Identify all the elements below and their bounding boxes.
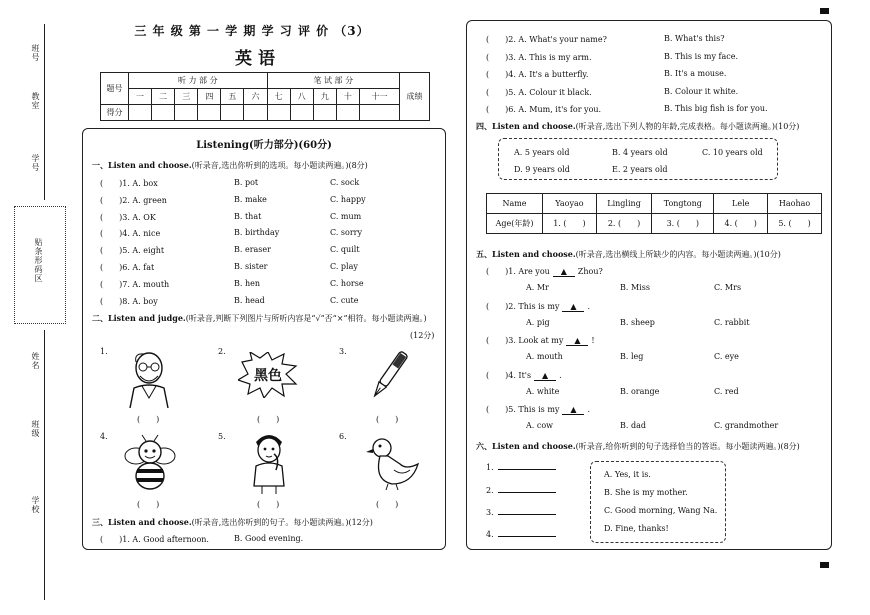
score-col: 十一 [359,89,399,105]
score-col: 十 [336,89,359,105]
pic-number: 5. [218,432,226,441]
age-table-header: Name [487,194,543,214]
score-col: 六 [244,89,267,105]
age-table-name: Lingling [596,194,651,214]
s1-item-option-c: C. mum [330,211,362,221]
answer-option: C. Good morning, Wang Na. [604,506,718,515]
score-label-tihao: 题号 [101,73,129,105]
s1-item-question[interactable]: ( )6. A. fat [100,263,155,272]
pic-number: 1. [100,347,108,356]
subject-title: 英 语 [235,49,275,69]
pen-icon [368,346,408,406]
s5-item-question[interactable]: ( )4. It's ▲ . [486,370,562,380]
score-label-defen: 得分 [101,105,129,121]
age-option: E. 2 years old [612,165,668,174]
age-table-name: Tongtong [652,194,714,214]
side-label-class: 班级 [31,420,40,438]
s5-item-question[interactable]: ( )1. Are you ▲ Zhou? [486,267,603,276]
s3-item-question[interactable]: ( )2. A. What's your name? [486,35,607,44]
s5-option-a: A. cow [526,421,554,431]
section4-heading: 四、Listen and choose.(听录音,选出下列人物的年龄,完成表格。每小题读两遍。)(10分) [476,121,800,131]
age-option: D. 9 years old [514,165,570,174]
age-answer-cell[interactable]: 2. ( ) [596,214,651,234]
s1-item-option-b: B. hen [234,278,261,288]
bee-icon [122,434,178,492]
s6-blank[interactable]: 3. [486,508,556,517]
s1-item-option-c: C. sorry [330,228,363,238]
blank-marker: ▲ [553,267,575,277]
score-col: 九 [313,89,336,105]
written-part-label: 笔 试 部 分 [267,73,399,89]
s1-item-question[interactable]: ( )2. A. green [100,195,167,205]
s1-item-question[interactable]: ( )4. A. nice [100,229,161,239]
side-label-jiaoshi: 教室 [31,92,40,110]
s5-option-c: C. red [714,386,739,396]
side-label-banhao: 班号 [31,44,40,62]
answer-option: D. Fine, thanks! [604,524,669,533]
score-cell[interactable] [244,105,267,121]
boy-icon [244,430,294,494]
s1-item-question[interactable]: ( )1. A. box [100,179,158,188]
pic-number: 6. [339,432,347,441]
pic-answer-paren[interactable]: ( ) [137,500,160,509]
s5-option-a: A. white [526,386,560,396]
s1-item-option-c: C. happy [330,194,366,204]
section2-heading: 二、Listen and judge.(听录音,判断下列图片与所听内容是“√”否“×”相符。每小题读两遍。) [92,313,427,323]
s3-item-question[interactable]: ( )3. A. This is my arm. [486,52,592,62]
s5-option-b: B. leg [620,352,644,362]
score-cell[interactable] [336,105,359,121]
s5-option-b: B. Miss [620,283,650,292]
s5-option-b: B. dad [620,421,646,431]
section3-heading: 三、Listen and choose.(听录音,选出你听到的句子。每小题读两遍。)(12分) [92,517,373,527]
age-option: B. 4 years old [612,148,668,157]
answer-option: A. Yes, it is. [604,470,651,479]
score-col: 二 [152,89,175,105]
age-table-name: Lele [714,194,768,214]
s3-item-option-b: B. This is my face. [664,51,739,61]
s3-item-question[interactable]: ( )6. A. Mum, it's for you. [486,105,602,115]
s1-item-question[interactable]: ( )7. A. mouth [100,279,170,289]
s1-item-option-c: C. sock [330,178,360,187]
s6-blank[interactable]: 2. [486,486,556,495]
age-answer-cell[interactable]: 4. ( ) [714,214,768,234]
s5-option-b: B. sheep [620,317,655,327]
s5-option-a: A. Mr [526,283,549,292]
binding-line [44,24,45,200]
binding-line [44,330,45,600]
side-label-barcode: 贴条形码区 [34,238,43,283]
s6-blank[interactable]: 4. [486,530,556,539]
s3-item-question[interactable]: ( )1. A. Good afternoon. [100,535,209,544]
s5-item-question[interactable]: ( )2. This is my ▲ . [486,301,590,311]
pic-number: 2. [218,347,226,356]
s1-item-option-b: B. that [234,211,262,221]
s5-option-c: C. eye [714,352,739,362]
corner-mark [820,562,829,568]
score-col: 七 [267,89,290,105]
s1-item-option-c: C. play [330,262,358,271]
score-cell[interactable] [267,105,290,121]
score-col: 四 [198,89,221,105]
black-text: 黑色 [254,368,282,384]
pic-answer-paren[interactable]: ( ) [257,500,280,509]
pic-number: 4. [100,432,108,441]
s1-item-question[interactable]: ( )8. A. boy [100,296,158,306]
blank-marker: ▲ [534,371,556,381]
pic-answer-paren[interactable]: ( ) [137,415,160,424]
score-col: 五 [221,89,244,105]
s1-item-option-b: B. head [234,295,265,305]
age-option: C. 10 years old [702,148,763,157]
score-cell[interactable] [175,105,198,121]
age-table-name: Haohao [768,194,822,214]
corner-mark [820,8,829,14]
s5-item-question[interactable]: ( )5. This is my ▲ . [486,405,590,415]
s3-item-option-b: B. It's a mouse. [664,69,727,79]
age-table-header: Age(年龄) [487,214,543,234]
age-answer-cell[interactable]: 5. ( ) [768,214,822,234]
s1-item-option-b: B. pot [234,178,259,187]
section6-heading: 六、Listen and choose.(听录音,给你听到的句子选择恰当的答语。每小题读两遍。)(8分) [476,441,800,451]
pic-answer-paren[interactable]: ( ) [257,415,280,424]
s1-item-option-b: B. eraser [234,245,271,255]
pic-answer-paren[interactable]: ( ) [376,415,399,424]
s3-item-option-b: B. What's this? [664,34,725,43]
s1-item-option-c: C. quilt [330,245,360,255]
section5-heading: 五、Listen and choose.(听录音,选出横线上所缺少的内容。每小题读两遍。)(10分) [476,249,781,259]
pic-number: 3. [339,347,347,356]
score-cell[interactable] [198,105,221,121]
s5-option-a: A. mouth [526,352,563,362]
s5-option-a: A. pig [526,317,550,327]
age-option: A. 5 years old [514,148,570,157]
age-table-name: Yaoyao [543,194,597,214]
age-answer-cell[interactable]: 1. ( ) [543,214,597,234]
score-col: 八 [290,89,313,105]
s5-option-c: C. grandmother [714,421,779,431]
s1-item-option-b: B. sister [234,262,268,271]
listening-part-label: 听 力 部 分 [129,73,268,89]
score-cell[interactable] [313,105,336,121]
side-label-name: 姓名 [31,352,40,370]
duck-icon [366,434,420,492]
score-cell[interactable] [221,105,244,121]
grandpa-icon [124,348,174,408]
pic-answer-paren[interactable]: ( ) [376,500,399,509]
age-answer-cell[interactable]: 3. ( ) [652,214,714,234]
section2-points: (12分) [410,331,435,340]
score-col: 三 [175,89,198,105]
score-col: 一 [129,89,152,105]
s1-item-question[interactable]: ( )3. A. OK [100,212,156,222]
s1-item-option-c: C. cute [330,295,359,305]
s1-item-option-c: C. horse [330,278,364,288]
s3-item-option-b: B. Good evening. [234,534,304,543]
s1-item-option-b: B. make [234,194,267,204]
s3-item-option-b: B. Colour it white. [664,86,739,96]
s3-item-question[interactable]: ( )5. A. Colour it black. [486,87,592,97]
score-cell[interactable] [359,105,399,121]
score-cell[interactable] [152,105,175,121]
side-label-xuehao: 学号 [31,154,40,172]
score-cell[interactable] [129,105,152,121]
s3-item-option-b: B. This big fish is for you. [664,104,768,114]
blank-marker: ▲ [566,336,588,346]
s6-blank[interactable]: 1. [486,463,556,472]
section1-heading: 一、Listen and choose.(听录音,选出你听到的选项。每小题读两遍。)(8分) [92,160,368,170]
side-label-school: 学校 [31,496,40,514]
s5-option-c: C. Mrs [714,283,742,292]
blank-marker: ▲ [562,302,584,312]
score-table [100,72,430,121]
s5-option-b: B. orange [620,386,660,396]
s5-option-c: C. rabbit [714,317,750,327]
s5-item-question[interactable]: ( )3. Look at my ▲ ! [486,336,595,346]
age-table [486,193,822,234]
score-cell[interactable] [290,105,313,121]
listening-title: Listening(听力部分)(60分) [196,140,332,151]
s3-item-question[interactable]: ( )4. A. It's a butterfly. [486,70,589,80]
s1-item-question[interactable]: ( )5. A. eight [100,246,165,256]
s1-item-option-b: B. birthday [234,228,280,238]
exam-title: 三 年 级 第 一 学 期 学 习 评 价 （3） [134,24,370,38]
total-score-label: 成绩 [400,73,430,121]
blank-marker: ▲ [562,405,584,415]
black-text-icon [238,352,298,398]
answer-option: B. She is my mother. [604,488,688,497]
